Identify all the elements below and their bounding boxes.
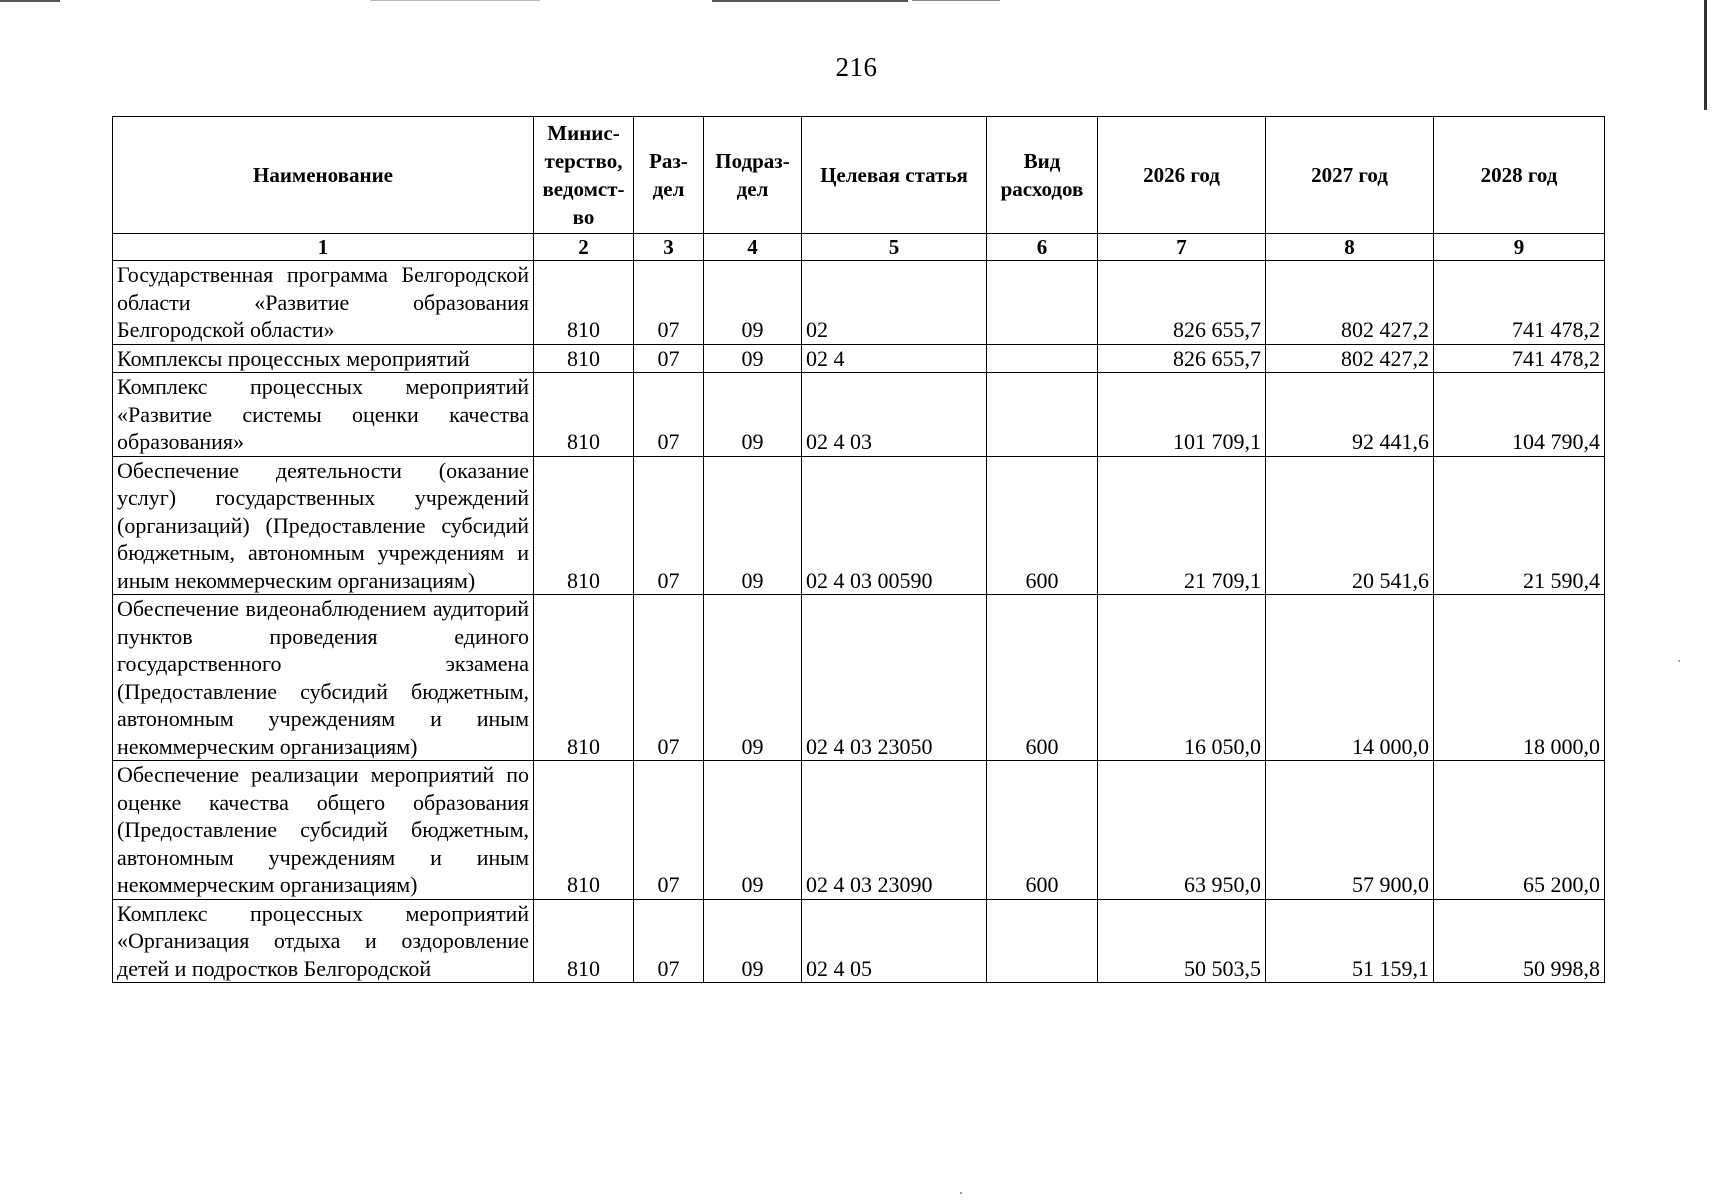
- table-row: [113, 373, 1605, 457]
- row-target: 02 4 03 23090: [802, 761, 987, 900]
- row-2028: 741 478,2: [1434, 261, 1605, 345]
- row-target: 02 4 03 23050: [802, 595, 987, 761]
- row-2028: 50 998,8: [1434, 899, 1605, 983]
- row-subsection: 09: [704, 761, 802, 900]
- row-subsection: 09: [704, 595, 802, 761]
- row-name: Обеспечение реализации мероприятий по оценке качества общего образования (Предоставление субсидий бюджетным, автономным учреждениям и иным некоммерческим организациям): [113, 761, 534, 900]
- col-number: 4: [704, 234, 802, 261]
- col-number: 2: [534, 234, 634, 261]
- row-expense-type: 600: [987, 595, 1098, 761]
- row-expense-type: [987, 261, 1098, 345]
- row-subsection: 09: [704, 456, 802, 595]
- row-name: Государственная программа Белгородской области «Развитие образования Белгородской области»: [113, 261, 534, 345]
- table-row: [113, 761, 1605, 900]
- col-number: 7: [1098, 234, 1266, 261]
- col-number: 1: [113, 234, 534, 261]
- row-ministry: 810: [534, 261, 634, 345]
- row-2027: 51 159,1: [1266, 899, 1434, 983]
- row-ministry: 810: [534, 344, 634, 373]
- row-2028: 21 590,4: [1434, 456, 1605, 595]
- row-ministry: 810: [534, 373, 634, 457]
- column-number-row: [113, 234, 1605, 261]
- row-section: 07: [634, 761, 704, 900]
- scan-top-edge: [0, 0, 1713, 4]
- row-target: 02: [802, 261, 987, 345]
- col-number: 8: [1266, 234, 1434, 261]
- table-row: [113, 456, 1605, 595]
- table-row: [113, 899, 1605, 983]
- col-header-2028: 2028 год: [1434, 117, 1605, 234]
- col-header-2026: 2026 год: [1098, 117, 1266, 234]
- row-ministry: 810: [534, 456, 634, 595]
- col-header-target: Целевая статья: [802, 117, 987, 234]
- row-2028: 18 000,0: [1434, 595, 1605, 761]
- row-2027: 802 427,2: [1266, 261, 1434, 345]
- row-target: 02 4 05: [802, 899, 987, 983]
- row-name: Комплекс процессных мероприятий «Развитие системы оценки качества образования»: [113, 373, 534, 457]
- col-number: 5: [802, 234, 987, 261]
- row-2026: 826 655,7: [1098, 344, 1266, 373]
- col-number: 3: [634, 234, 704, 261]
- row-2027: 92 441,6: [1266, 373, 1434, 457]
- row-target: 02 4 03 00590: [802, 456, 987, 595]
- page-number: 216: [835, 52, 878, 82]
- row-section: 07: [634, 456, 704, 595]
- row-name: Комплекс процессных мероприятий «Организация отдыха и оздоровление детей и подростков Белгородской: [113, 899, 534, 983]
- row-name: Обеспечение видеонаблюдением аудиторий пунктов проведения единого государственного экзамена (Предоставление субсидий бюджетным, автономным учреждениям и иным некоммерческим организациям): [113, 595, 534, 761]
- col-header-ministry: Минис-терство, ведомст-во: [534, 117, 634, 234]
- col-header-expense-type: Вид расходов: [987, 117, 1098, 234]
- row-2027: 802 427,2: [1266, 344, 1434, 373]
- row-2026: 826 655,7: [1098, 261, 1266, 345]
- row-2026: 16 050,0: [1098, 595, 1266, 761]
- row-2028: 65 200,0: [1434, 761, 1605, 900]
- col-number: 9: [1434, 234, 1605, 261]
- col-header-section: Раз-дел: [634, 117, 704, 234]
- col-header-2027: 2027 год: [1266, 117, 1434, 234]
- row-name: Обеспечение деятельности (оказание услуг) государственных учреждений (организаций) (Предоставление субсидий бюджетным, автономным учреждениям и иным некоммерческим организациям): [113, 456, 534, 595]
- row-target: 02 4: [802, 344, 987, 373]
- row-2028: 741 478,2: [1434, 344, 1605, 373]
- col-header-subsection: Подраз-дел: [704, 117, 802, 234]
- row-section: 07: [634, 899, 704, 983]
- table-row: [113, 595, 1605, 761]
- row-ministry: 810: [534, 595, 634, 761]
- row-subsection: 09: [704, 373, 802, 457]
- row-section: 07: [634, 595, 704, 761]
- row-expense-type: [987, 344, 1098, 373]
- budget-table: [112, 116, 1605, 983]
- row-expense-type: 600: [987, 761, 1098, 900]
- row-expense-type: [987, 899, 1098, 983]
- row-2026: 21 709,1: [1098, 456, 1266, 595]
- row-2027: 57 900,0: [1266, 761, 1434, 900]
- row-target: 02 4 03: [802, 373, 987, 457]
- row-expense-type: 600: [987, 456, 1098, 595]
- scan-speck: [960, 1192, 962, 1194]
- row-2026: 101 709,1: [1098, 373, 1266, 457]
- row-section: 07: [634, 373, 704, 457]
- col-number: 6: [987, 234, 1098, 261]
- row-name: Комплексы процессных мероприятий: [113, 344, 534, 373]
- row-subsection: 09: [704, 344, 802, 373]
- row-2027: 14 000,0: [1266, 595, 1434, 761]
- row-section: 07: [634, 344, 704, 373]
- table-row: [113, 344, 1605, 373]
- row-ministry: 810: [534, 761, 634, 900]
- row-2028: 104 790,4: [1434, 373, 1605, 457]
- row-2026: 63 950,0: [1098, 761, 1266, 900]
- scan-speck: [1678, 660, 1680, 662]
- row-subsection: 09: [704, 261, 802, 345]
- row-subsection: 09: [704, 899, 802, 983]
- row-2026: 50 503,5: [1098, 899, 1266, 983]
- table-row: [113, 261, 1605, 345]
- header-row: [113, 117, 1605, 234]
- row-ministry: 810: [534, 899, 634, 983]
- col-header-name: Наименование: [113, 117, 534, 234]
- row-expense-type: [987, 373, 1098, 457]
- row-section: 07: [634, 261, 704, 345]
- row-2027: 20 541,6: [1266, 456, 1434, 595]
